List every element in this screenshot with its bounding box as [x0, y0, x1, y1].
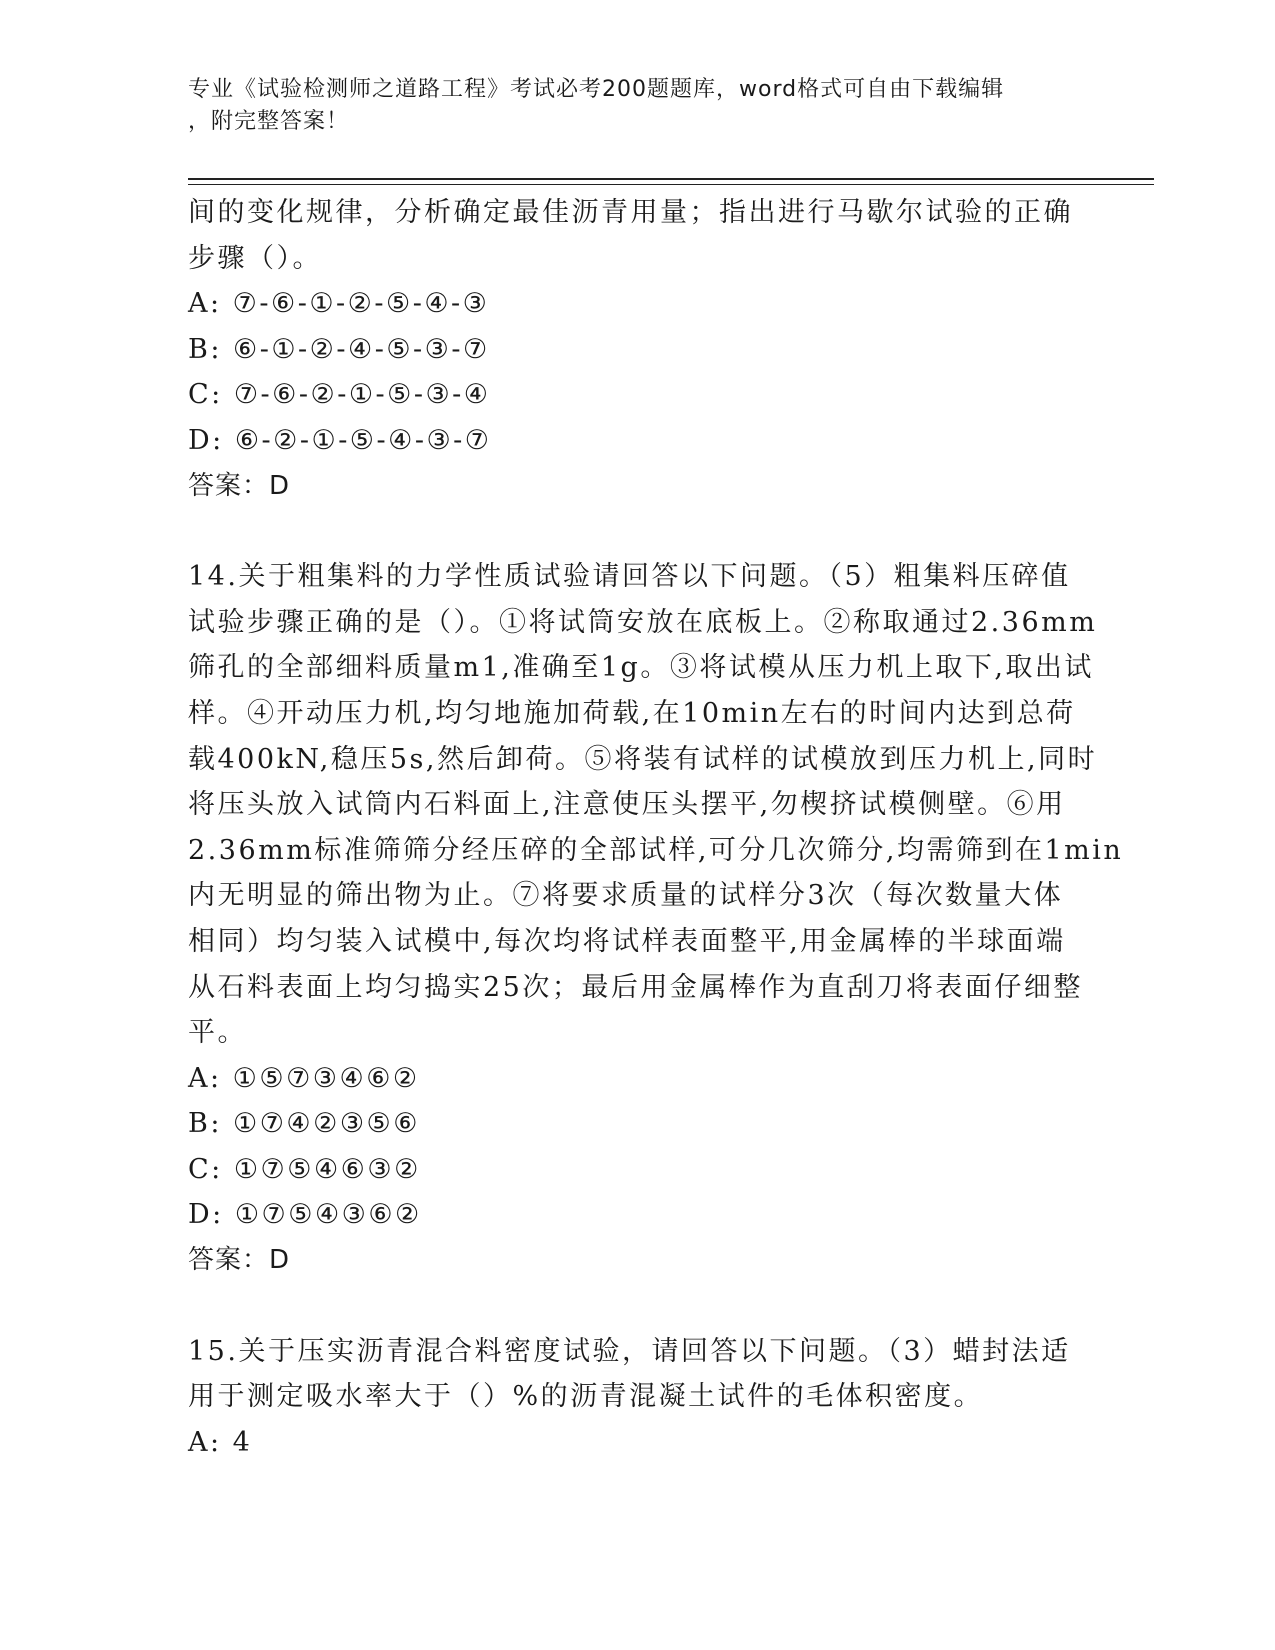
- question-text-line: 间的变化规律，分析确定最佳沥青用量；指出进行马歇尔试验的正确: [188, 197, 1073, 228]
- question-text-line: 筛孔的全部细料质量m1,准确至1g。③将试模从压力机上取下,取出试: [188, 652, 1094, 684]
- header-rule-thick: [188, 178, 1154, 180]
- question-text-line: 样。④开动压力机,均匀地施加荷载,在10min左右的时间内达到总荷: [188, 697, 1076, 729]
- option-b: B: ①⑦④②③⑤⑥: [188, 1108, 420, 1140]
- question-15: [188, 1329, 1088, 1466]
- option-d: D: ⑥-②-①-⑤-④-③-⑦: [188, 424, 492, 456]
- question-text-line: 将压头放入试筒内石料面上,注意使压头摆平,勿楔挤试模侧壁。⑥用: [188, 789, 1066, 821]
- question-text-line: 步骤（）。: [188, 242, 322, 274]
- question-text-line: 14.关于粗集料的力学性质试验请回答以下问题。（5）粗集料压碎值: [188, 561, 1071, 593]
- question-text-line: 平。: [188, 1017, 247, 1049]
- document-header: [188, 74, 1078, 138]
- header-rule-thin: [188, 184, 1154, 185]
- answer: 答案：D: [188, 1245, 291, 1276]
- option-c: C: ⑦-⑥-②-①-⑤-③-④: [188, 379, 491, 411]
- spacer: [188, 1284, 1088, 1329]
- document-body: [188, 190, 1124, 1465]
- header-line-1: 专业《试验检测师之道路工程》考试必考200题题库，word格式可自由下载编辑: [188, 77, 1005, 102]
- question-text-line: 试验步骤正确的是（）。①将试筒安放在底板上。②称取通过2.36mm: [188, 606, 1098, 638]
- header-line-2: ，附完整答案！: [188, 109, 350, 134]
- question-text-line: 载400kN,稳压5s,然后卸荷。⑤将装有试样的试模放到压力机上,同时: [188, 743, 1098, 775]
- option-c: C: ①⑦⑤④⑥③②: [188, 1153, 421, 1185]
- option-a: A: ⑦-⑥-①-②-⑤-④-③: [188, 288, 490, 320]
- question-text-line: 用于测定吸水率大于（）%的沥青混凝土试件的毛体积密度。: [188, 1381, 984, 1413]
- option-b: B: ⑥-①-②-④-⑤-③-⑦: [188, 333, 490, 365]
- option-a: A: ①⑤⑦③④⑥②: [188, 1062, 420, 1094]
- question-13: [188, 190, 1088, 509]
- question-text-line: 内无明显的筛出物为止。⑦将要求质量的试样分3次（每次数量大体: [188, 880, 1064, 912]
- question-text-line: 从石料表面上均匀捣实25次；最后用金属棒作为直刮刀将表面仔细整: [188, 971, 1083, 1003]
- spacer: [188, 509, 1088, 554]
- option-a: A: 4: [188, 1426, 253, 1458]
- option-d: D: ①⑦⑤④③⑥②: [188, 1199, 422, 1231]
- question-text-line: 15.关于压实沥青混合料密度试验，请回答以下问题。（3）蜡封法适: [188, 1335, 1071, 1367]
- question-text-line: 2.36mm标准筛筛分经压碎的全部试样,可分几次筛分,均需筛到在1min: [188, 834, 1124, 866]
- answer: 答案：D: [188, 470, 291, 501]
- question-14: [188, 554, 1124, 1284]
- question-text-line: 相同）均匀装入试模中,每次均将试样表面整平,用金属棒的半球面端: [188, 925, 1066, 957]
